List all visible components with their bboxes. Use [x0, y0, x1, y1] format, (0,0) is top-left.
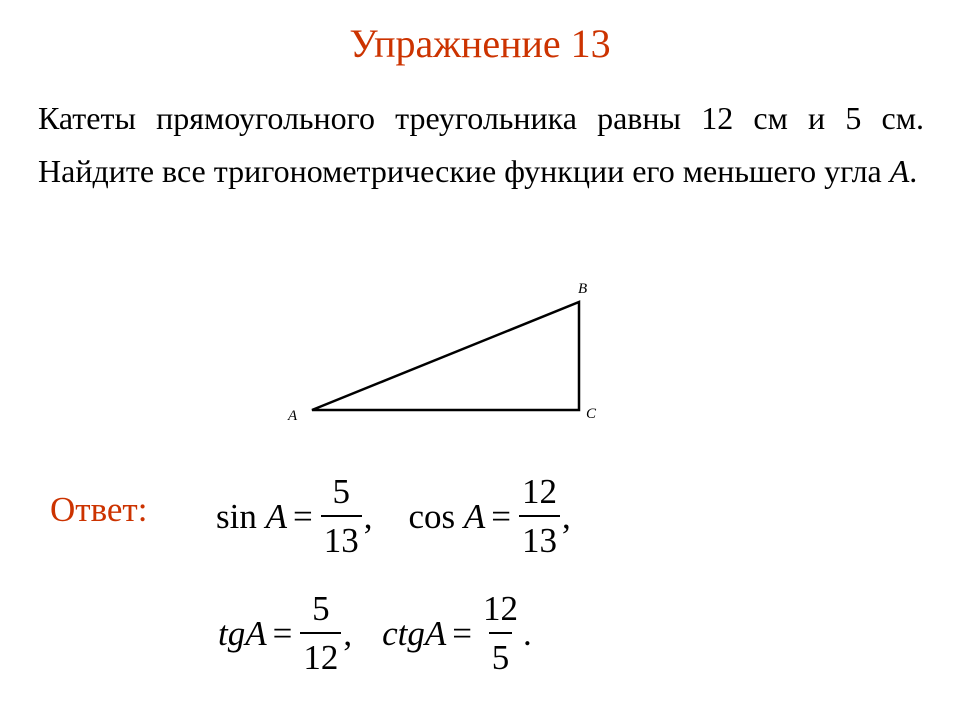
tg-equals: =: [272, 614, 293, 653]
sin-numerator: 5: [332, 472, 350, 511]
problem-text: Катеты прямоугольного треугольника равны 12 см и 5 см. Найдите все тригонометрические функции его меньшего угла: [38, 100, 924, 189]
ctg-separator: .: [523, 614, 532, 653]
answer-row-2: [218, 584, 532, 684]
cos-numerator: 12: [522, 472, 558, 511]
cos-function: cos: [408, 497, 456, 536]
vertex-b-label: B: [578, 281, 588, 297]
ctg-denominator: 5: [489, 632, 513, 680]
sin-fraction: [321, 471, 362, 563]
triangle-abc: [312, 302, 579, 410]
ctg-fraction: [480, 588, 521, 680]
ctg-numerator: 12: [483, 589, 518, 628]
problem-statement: [38, 92, 924, 198]
angle-label: A: [889, 153, 910, 189]
sin-equals: =: [293, 497, 313, 536]
tg-denominator: 12: [300, 632, 341, 680]
cos-fraction: [519, 471, 560, 563]
ctg-equals: =: [452, 614, 472, 653]
slide-title: Упражнение 13: [349, 21, 611, 66]
answer-row-1: [216, 467, 571, 567]
tg-function: tgA: [218, 614, 267, 653]
answer-label: Ответ:: [50, 490, 148, 529]
sin-denominator: 13: [321, 515, 362, 563]
cos-separator: ,: [562, 497, 571, 536]
problem-period: .: [909, 153, 918, 189]
tg-fraction: [300, 588, 341, 680]
triangle-diagram: [280, 275, 620, 435]
sin-argument: A: [265, 497, 287, 536]
tg-numerator: 5: [312, 589, 330, 628]
vertex-a-label: A: [288, 408, 298, 424]
sin-function: sin: [216, 497, 257, 536]
cos-denominator: 13: [519, 515, 560, 563]
ctg-function: ctgA: [382, 614, 447, 653]
sin-separator: ,: [363, 497, 373, 536]
cos-argument: A: [463, 497, 486, 536]
cos-equals: =: [491, 497, 512, 536]
tg-separator: ,: [343, 614, 353, 653]
vertex-c-label: C: [586, 406, 597, 422]
